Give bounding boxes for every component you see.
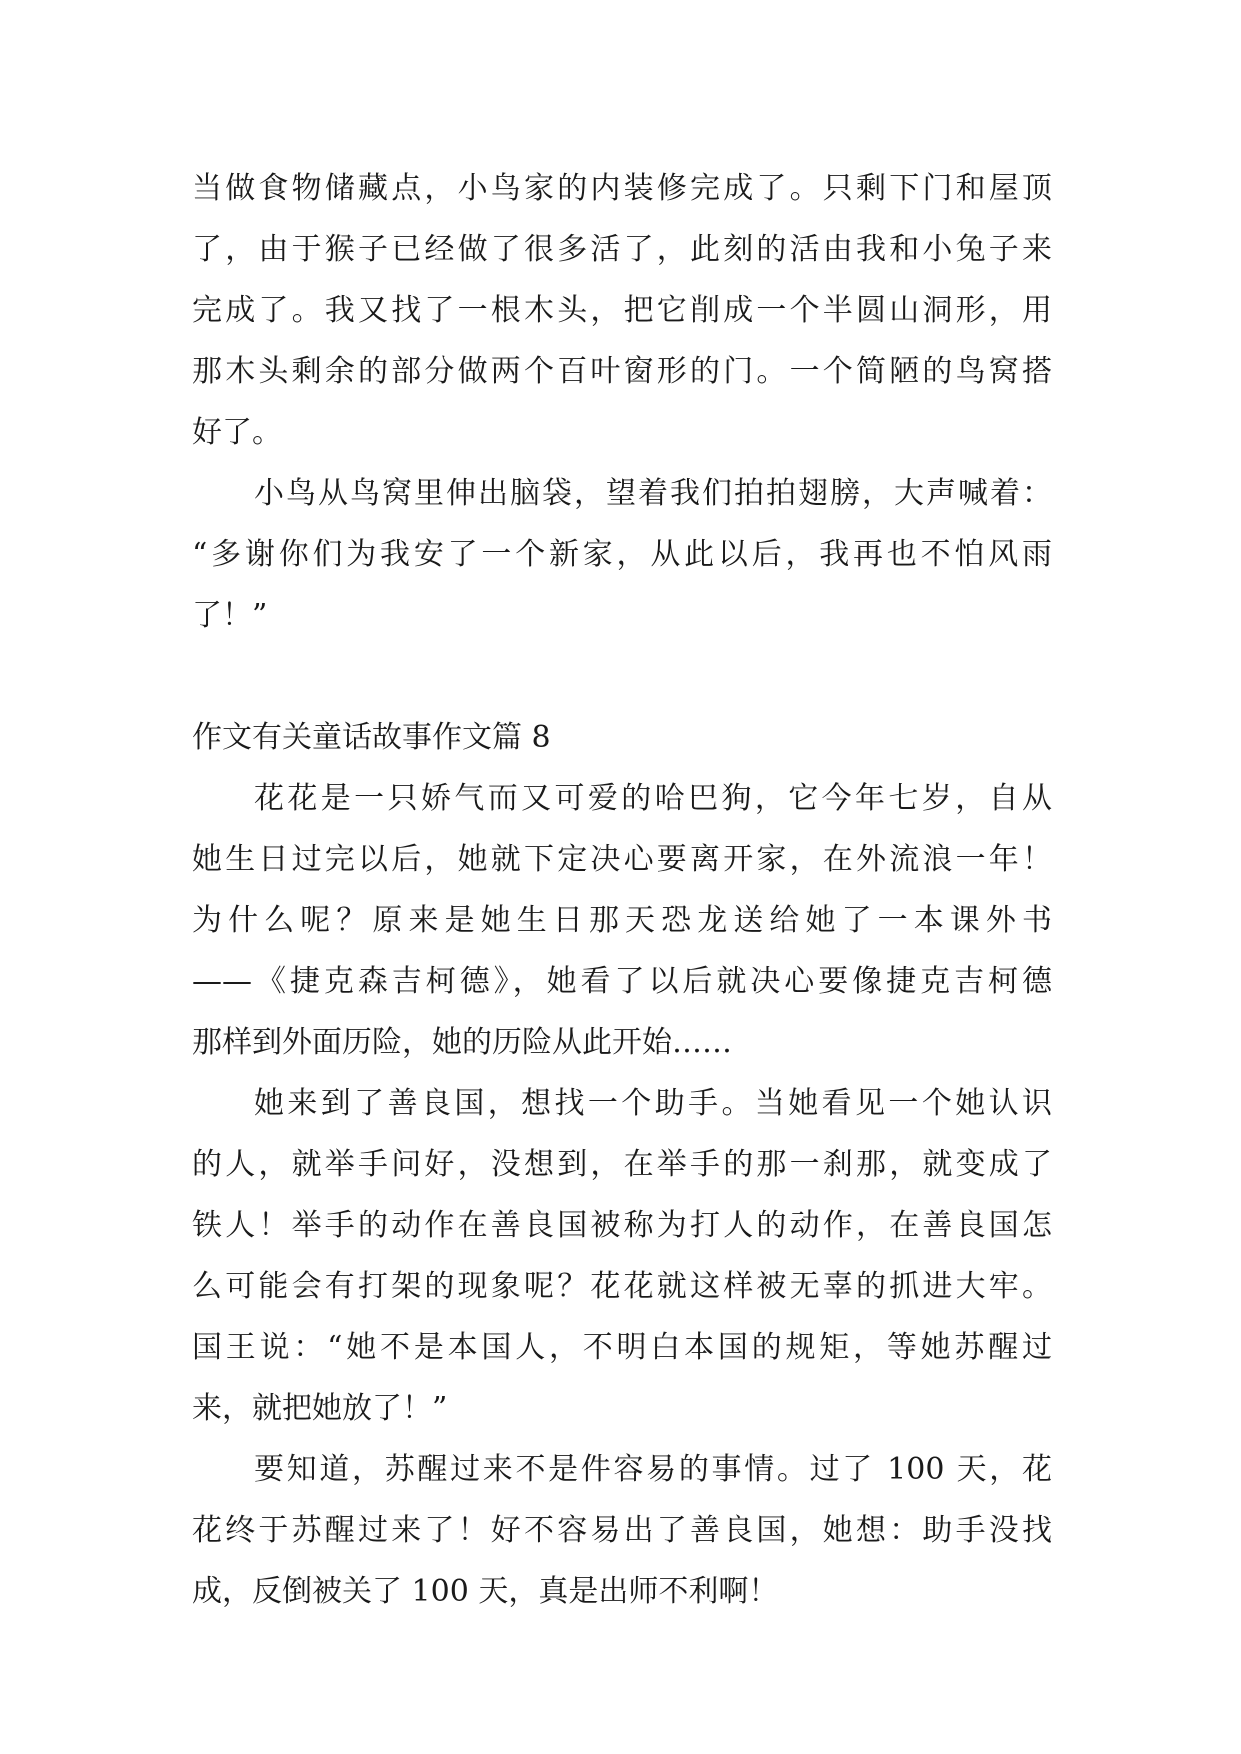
paragraph xyxy=(192,1073,1052,1439)
paragraph xyxy=(192,463,1052,646)
text-line: 来，就把她放了！” xyxy=(192,1391,448,1426)
text-line: 小鸟从鸟窝里伸出脑袋，望着我们拍拍翅膀，大声喊着： xyxy=(254,476,1052,511)
text-line: ——《捷克森吉柯德》，她看了以后就决心要像捷克吉柯德 xyxy=(192,964,1052,999)
text-line: 了，由于猴子已经做了很多活了，此刻的活由我和小兔子来 xyxy=(192,232,1052,267)
text-line: 花终于苏醒过来了！好不容易出了善良国，她想：助手没找 xyxy=(192,1513,1052,1548)
text-line: 么可能会有打架的现象呢？花花就这样被无辜的抓进大牢。 xyxy=(192,1269,1052,1304)
paragraph-continued xyxy=(192,158,1052,463)
paragraph xyxy=(192,1439,1052,1622)
text-line: 她来到了善良国，想找一个助手。当她看见一个她认识 xyxy=(254,1086,1052,1121)
text-line: 当做食物储藏点，小鸟家的内装修完成了。只剩下门和屋顶 xyxy=(192,171,1052,206)
paragraph xyxy=(192,768,1052,1073)
text-line: 国王说：“她不是本国人，不明白本国的规矩，等她苏醒过 xyxy=(192,1330,1052,1365)
text-line: 那样到外面历险，她的历险从此开始…… xyxy=(192,1025,732,1060)
text-line: 的人，就举手问好，没想到，在举手的那一刹那，就变成了 xyxy=(192,1147,1052,1182)
text-line: 成，反倒被关了 100 天，真是出师不利啊！ xyxy=(192,1574,779,1609)
text-line: “多谢你们为我安了一个新家，从此以后，我再也不怕风雨 xyxy=(192,537,1052,572)
blank-line xyxy=(192,646,1052,707)
text-line: 好了。 xyxy=(192,415,282,450)
text-line: 她生日过完以后，她就下定决心要离开家，在外流浪一年！ xyxy=(192,842,1052,877)
text-line: 为什么呢？原来是她生日那天恐龙送给她了一本课外书 xyxy=(192,903,1052,938)
text-line: 花花是一只娇气而又可爱的哈巴狗，它今年七岁，自从 xyxy=(254,781,1052,816)
text-line: 要知道，苏醒过来不是件容易的事情。过了 100 天，花 xyxy=(254,1452,1052,1487)
section-heading: 作文有关童话故事作文篇 8 xyxy=(192,720,551,755)
text-line: 了！” xyxy=(192,598,268,633)
text-line: 完成了。我又找了一根木头，把它削成一个半圆山洞形，用 xyxy=(192,293,1052,328)
text-line: 铁人！举手的动作在善良国被称为打人的动作，在善良国怎 xyxy=(192,1208,1052,1243)
text-line: 那木头剩余的部分做两个百叶窗形的门。一个简陋的鸟窝搭 xyxy=(192,354,1052,389)
document-body xyxy=(192,158,1052,1622)
